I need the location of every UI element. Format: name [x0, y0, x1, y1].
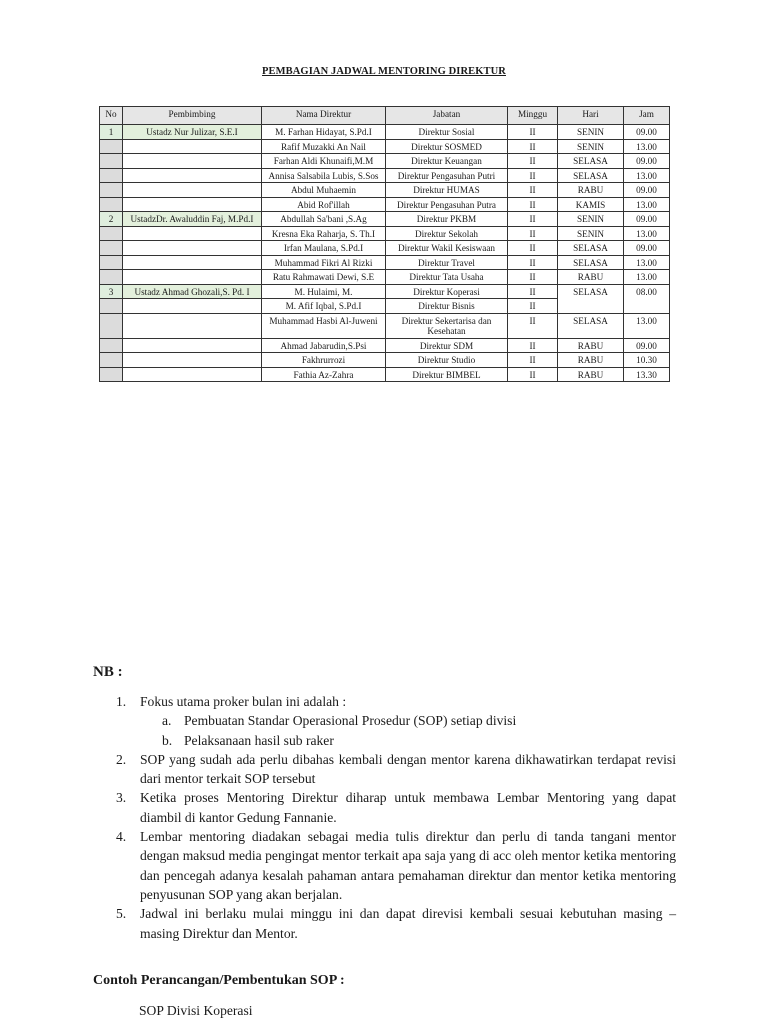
table-row — [100, 183, 670, 198]
cell-jam: 09.00 — [624, 338, 670, 353]
cell-no — [100, 197, 123, 212]
cell-jam: 13.30 — [624, 367, 670, 382]
cell-jabatan: Direktur Sekolah — [386, 226, 508, 241]
cell-jam: 09.00 — [624, 212, 670, 227]
cell-pembimbing — [123, 197, 262, 212]
cell-pembimbing — [123, 241, 262, 256]
cell-hari: RABU — [558, 338, 624, 353]
cell-jam: 09.00 — [624, 183, 670, 198]
header-jabatan: Jabatan — [386, 107, 508, 125]
cell-no — [100, 255, 123, 270]
note-number: 1. — [116, 694, 127, 709]
cell-jabatan: Direktur Keuangan — [386, 154, 508, 169]
cell-pembimbing — [123, 313, 262, 338]
table-row — [100, 313, 670, 338]
cell-pembimbing — [123, 367, 262, 382]
cell-jabatan: Direktur SDM — [386, 338, 508, 353]
note-number: 4. — [116, 829, 127, 845]
note-item — [116, 904, 676, 943]
cell-hari: RABU — [558, 367, 624, 382]
cell-jam: 13.00 — [624, 313, 670, 338]
cell-minggu: II — [508, 226, 558, 241]
note-subitem-text: Pelaksanaan hasil sub raker — [184, 732, 334, 748]
cell-nama: Farhan Aldi Khunaifi,M.M — [262, 154, 386, 169]
note-number: 3. — [116, 790, 127, 806]
note-item — [116, 692, 676, 750]
cell-nama: Fathia Az-Zahra — [262, 367, 386, 382]
cell-nama: Fakhrurrozi — [262, 353, 386, 368]
cell-jam: 13.00 — [624, 270, 670, 285]
note-number: 5. — [116, 906, 127, 922]
document-title: PEMBAGIAN JADWAL MENTORING DIREKTUR — [262, 66, 506, 77]
cell-pembimbing: UstadzDr. Awaluddin Faj, M.Pd.I — [123, 212, 262, 227]
header-pembimbing: Pembimbing — [123, 107, 262, 125]
note-text: Fokus utama proker bulan ini adalah : — [140, 694, 347, 709]
table-row — [100, 338, 670, 353]
note-text: Lembar mentoring diadakan sebagai media tulis direktur dan perlu di tanda tangani mentor dengan maksud media pengingat mentor terkait apa saja yang di acc oleh mentor ketika mentoring dan pencegah adanya kesalah pahaman antara pemahaman direktur dan mentor ketika mentoring penyusunan SOP yang akan berjalan. — [140, 829, 676, 902]
cell-jam: 09.00 — [624, 125, 670, 140]
note-sublist — [140, 711, 676, 750]
cell-no — [100, 367, 123, 382]
note-item — [116, 788, 676, 827]
cell-jabatan: Direktur Wakil Kesiswaan — [386, 241, 508, 256]
cell-minggu: II — [508, 299, 558, 314]
cell-nama: Annisa Salsabila Lubis, S.Sos — [262, 168, 386, 183]
cell-no — [100, 299, 123, 314]
cell-jam: 13.00 — [624, 226, 670, 241]
cell-no — [100, 241, 123, 256]
cell-minggu: II — [508, 241, 558, 256]
cell-nama: Abid Rof'illah — [262, 197, 386, 212]
cell-jabatan: Direktur Sosial — [386, 125, 508, 140]
cell-jabatan: Direktur Pengasuhan Putri — [386, 168, 508, 183]
cell-hari: SELASA — [558, 168, 624, 183]
cell-nama: Kresna Eka Raharja, S. Th.I — [262, 226, 386, 241]
cell-hari: SELASA — [558, 313, 624, 338]
cell-jabatan: Direktur BIMBEL — [386, 367, 508, 382]
cell-pembimbing — [123, 299, 262, 314]
cell-pembimbing — [123, 154, 262, 169]
note-subitem-letter: b. — [162, 732, 173, 748]
table-row — [100, 241, 670, 256]
cell-no: 2 — [100, 212, 123, 227]
cell-pembimbing — [123, 139, 262, 154]
cell-no: 3 — [100, 284, 123, 299]
header-minggu: Minggu — [508, 107, 558, 125]
cell-hari: SENIN — [558, 139, 624, 154]
cell-minggu: II — [508, 154, 558, 169]
cell-pembimbing — [123, 353, 262, 368]
cell-jabatan: Direktur Tata Usaha — [386, 270, 508, 285]
cell-no — [100, 154, 123, 169]
cell-pembimbing — [123, 183, 262, 198]
cell-minggu: II — [508, 313, 558, 338]
cell-minggu: II — [508, 255, 558, 270]
cell-pembimbing — [123, 168, 262, 183]
cell-jabatan: Direktur Bisnis — [386, 299, 508, 314]
cell-minggu: II — [508, 367, 558, 382]
cell-jabatan: Direktur Pengasuhan Putra — [386, 197, 508, 212]
header-no: No — [100, 107, 123, 125]
table-row — [100, 367, 670, 382]
table-row — [100, 255, 670, 270]
cell-no — [100, 338, 123, 353]
table-row — [100, 226, 670, 241]
cell-nama: Abdul Muhaemin — [262, 183, 386, 198]
note-subitem — [140, 731, 676, 750]
cell-no — [100, 270, 123, 285]
cell-no — [100, 313, 123, 338]
note-item — [116, 750, 676, 789]
cell-no: 1 — [100, 125, 123, 140]
table-row — [100, 154, 670, 169]
cell-minggu: II — [508, 168, 558, 183]
table-row — [100, 284, 670, 299]
cell-jam: 09.00 — [624, 154, 670, 169]
cell-hari: SELASA — [558, 241, 624, 256]
cell-jam: 13.00 — [624, 168, 670, 183]
table-row — [100, 270, 670, 285]
cell-pembimbing — [123, 270, 262, 285]
cell-minggu: II — [508, 353, 558, 368]
note-text: Ketika proses Mentoring Direktur diharap untuk membawa Lembar Mentoring yang dapat diambil di kantor Gedung Fannanie. — [140, 790, 676, 825]
cell-jabatan: Direktur PKBM — [386, 212, 508, 227]
cell-nama: Muhammad Hasbi Al-Juweni — [262, 313, 386, 338]
cell-minggu: II — [508, 139, 558, 154]
cell-jam: 10.30 — [624, 353, 670, 368]
cell-nama: M. Farhan Hidayat, S.Pd.I — [262, 125, 386, 140]
cell-jabatan: Direktur HUMAS — [386, 183, 508, 198]
cell-pembimbing — [123, 338, 262, 353]
cell-nama: Rafif Muzakki An Nail — [262, 139, 386, 154]
cell-pembimbing — [123, 255, 262, 270]
schedule-table — [99, 106, 670, 382]
note-text: SOP yang sudah ada perlu dibahas kembali dengan mentor karena dikhawatirkan terdapat revisi dari mentor terkait SOP tersebut — [140, 751, 676, 787]
cell-jabatan: Direktur Sekertarisa dan Kesehatan — [386, 313, 508, 338]
cell-nama: M. Hulaimi, M. — [262, 284, 386, 299]
cell-pembimbing — [123, 226, 262, 241]
cell-minggu: II — [508, 125, 558, 140]
cell-no — [100, 168, 123, 183]
table-row — [100, 168, 670, 183]
cell-hari: RABU — [558, 183, 624, 198]
cell-jabatan: Direktur SOSMED — [386, 139, 508, 154]
cell-jabatan: Direktur Koperasi — [386, 284, 508, 299]
table-row — [100, 125, 670, 140]
cell-minggu: II — [508, 284, 558, 299]
sop-example-heading: Contoh Perancangan/Pembentukan SOP : — [93, 973, 345, 988]
cell-hari: SELASA — [558, 154, 624, 169]
note-subitem-letter: a. — [162, 713, 172, 729]
note-subitem-text: Pembuatan Standar Operasional Prosedur (SOP) setiap divisi — [184, 713, 517, 729]
table-row — [100, 212, 670, 227]
cell-no — [100, 139, 123, 154]
table-header-row — [100, 107, 670, 125]
cell-minggu: II — [508, 183, 558, 198]
cell-minggu: II — [508, 212, 558, 227]
note-item — [116, 827, 676, 904]
cell-hari: SELASA — [558, 255, 624, 270]
cell-no — [100, 353, 123, 368]
cell-hari: SENIN — [558, 212, 624, 227]
cell-hari: SENIN — [558, 226, 624, 241]
note-number: 2. — [116, 751, 127, 767]
table-row — [100, 139, 670, 154]
table-row — [100, 197, 670, 212]
note-text: Jadwal ini berlaku mulai minggu ini dan dapat direvisi kembali sesuai kebutuhan masing – masing Direktur dan Mentor. — [140, 906, 676, 941]
cell-pembimbing: Ustadz Nur Julizar, S.E.I — [123, 125, 262, 140]
cell-jam: 08.00 — [624, 284, 670, 313]
cell-nama: Ratu Rahmawati Dewi, S.E — [262, 270, 386, 285]
cell-minggu: II — [508, 197, 558, 212]
cell-nama: Muhammad Fikri Al Rizki — [262, 255, 386, 270]
cell-jam: 13.00 — [624, 255, 670, 270]
cell-no — [100, 183, 123, 198]
header-nama-direktur: Nama Direktur — [262, 107, 386, 125]
cell-hari: RABU — [558, 270, 624, 285]
note-subitem — [140, 711, 676, 730]
cell-jam: 13.00 — [624, 197, 670, 212]
cell-hari: SELASA — [558, 284, 624, 313]
cell-jam: 13.00 — [624, 139, 670, 154]
cell-nama: Ahmad Jabarudin,S.Psi — [262, 338, 386, 353]
notes-heading: NB : — [93, 664, 123, 680]
cell-nama: Abdullah Sa'bani ,S.Ag — [262, 212, 386, 227]
cell-jabatan: Direktur Travel — [386, 255, 508, 270]
cell-hari: SENIN — [558, 125, 624, 140]
header-hari: Hari — [558, 107, 624, 125]
table-row — [100, 353, 670, 368]
cell-nama: M. Afif Iqbal, S.Pd.I — [262, 299, 386, 314]
cell-minggu: II — [508, 270, 558, 285]
cell-hari: RABU — [558, 353, 624, 368]
header-jam: Jam — [624, 107, 670, 125]
cell-jabatan: Direktur Studio — [386, 353, 508, 368]
cell-no — [100, 226, 123, 241]
sop-division-title: SOP Divisi Koperasi — [139, 1003, 253, 1018]
cell-pembimbing: Ustadz Ahmad Ghozali,S. Pd. I — [123, 284, 262, 299]
cell-hari: KAMIS — [558, 197, 624, 212]
cell-nama: Irfan Maulana, S.Pd.I — [262, 241, 386, 256]
cell-minggu: II — [508, 338, 558, 353]
cell-jam: 09.00 — [624, 241, 670, 256]
notes-list — [116, 692, 676, 943]
